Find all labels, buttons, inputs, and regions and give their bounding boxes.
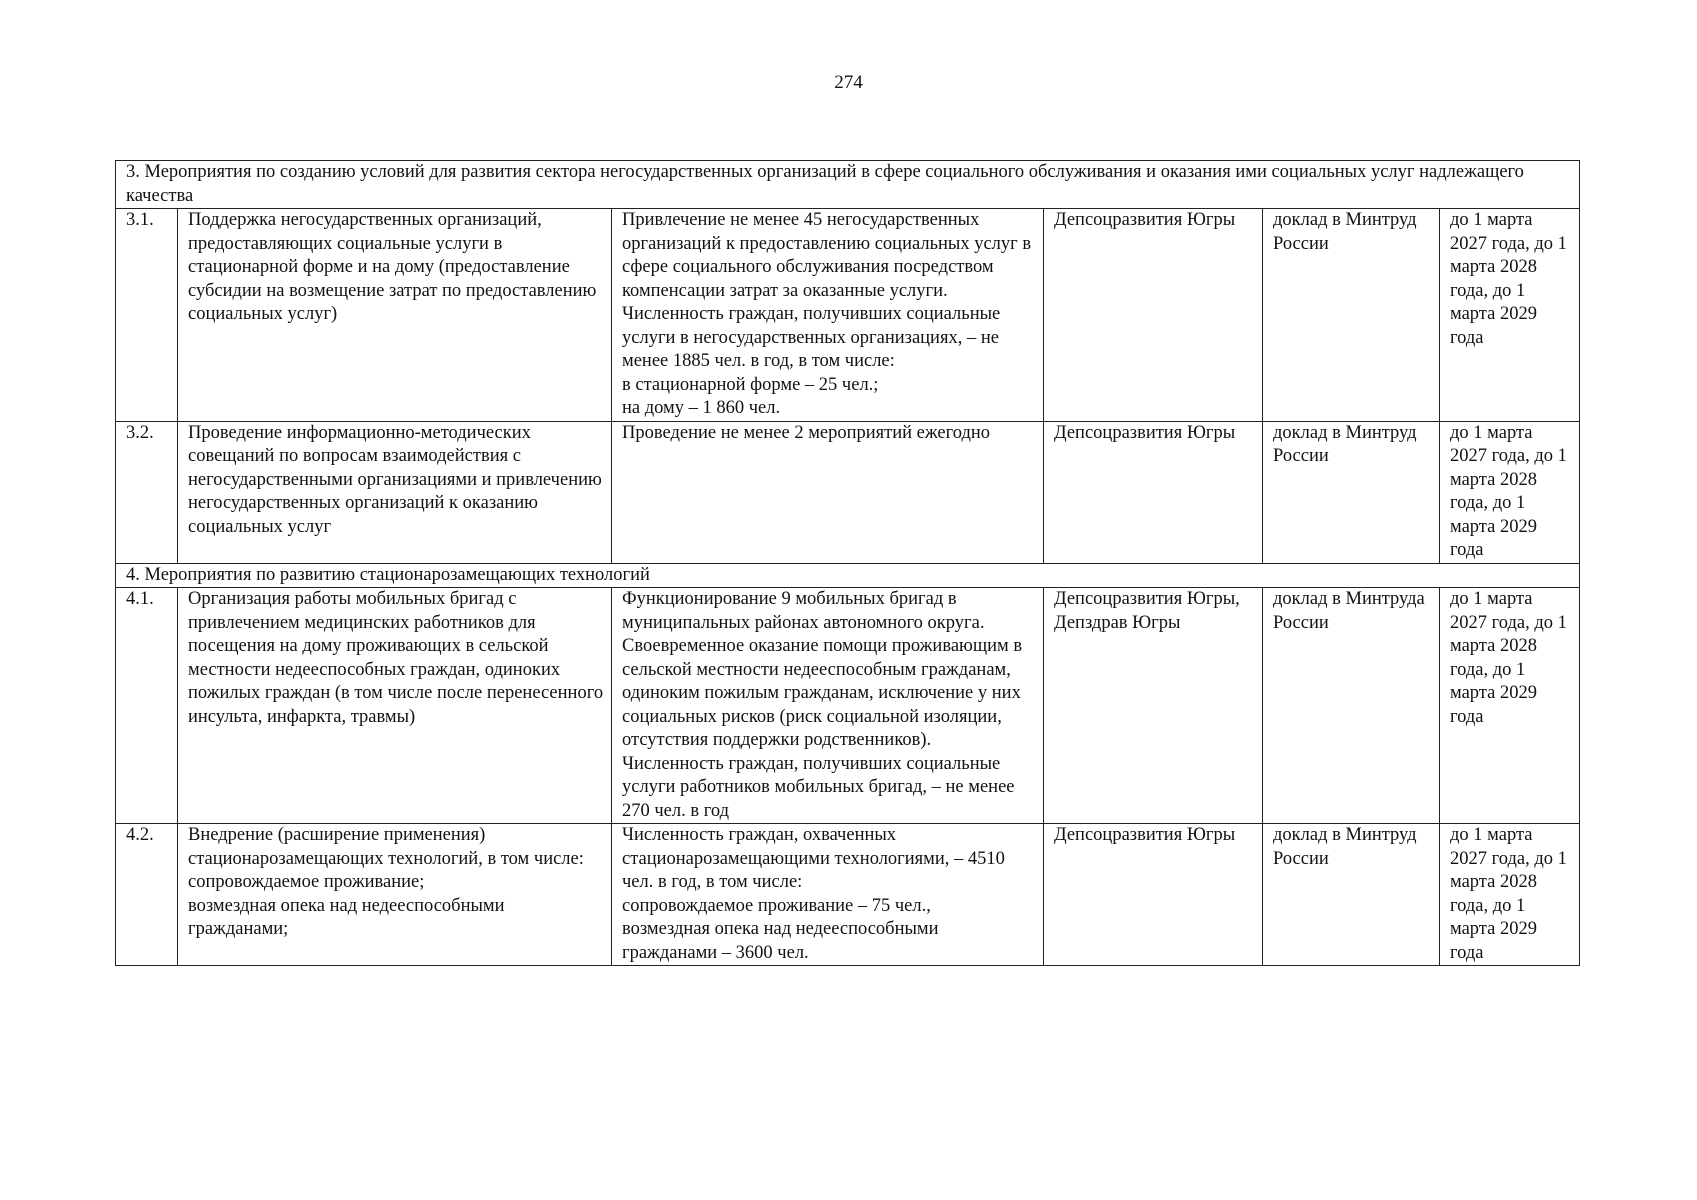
expected-result: Функционирование 9 мобильных бригад в муниципальных районах автономного округа. Своевременное оказание помощи проживающим в сельской местности недееспособным гражданам, одиноким пожилым гражданам, исключение у них социальных рисков (риск социальной изоляции, отсутствия поддержки родственников). Численность граждан, получивших социальные услуги работников мобильных бригад, – не менее 270 чел. в год (612, 588, 1044, 824)
report-document: доклад в Минтруд России (1263, 421, 1440, 563)
section-header-row (116, 161, 1580, 209)
row-number: 4.1. (116, 588, 178, 824)
expected-result: Проведение не менее 2 мероприятий ежегодно (612, 421, 1044, 563)
expected-result: Привлечение не менее 45 негосударственных организаций к предоставлению социальных услуг в сфере социального обслуживания посредством компенсации затрат за оказанные услуги. Численность граждан, получивших социальные услуги в негосударственных организациях, – не менее 1885 чел. в год, в том числе: в стационарной форме – 25 чел.; на дому – 1 860 чел. (612, 209, 1044, 422)
section-title: 3. Мероприятия по созданию условий для развития сектора негосударственных организаций в сфере социального обслуживания и оказания ими социальных услуг надлежащего качества (116, 161, 1580, 209)
table-row (116, 421, 1580, 563)
activity-name: Проведение информационно-методических совещаний по вопросам взаимодействия с негосударственными организациями и привлечению негосударственных организаций к оказанию социальных услуг (178, 421, 612, 563)
table-row (116, 209, 1580, 422)
executor: Депсоцразвития Югры, Депздрав Югры (1044, 588, 1263, 824)
activity-name: Внедрение (расширение применения) стационарозамещающих технологий, в том числе: сопровождаемое проживание; возмездная опека над недееспособными гражданами; (178, 824, 612, 966)
deadline: до 1 марта 2027 года, до 1 марта 2028 года, до 1 марта 2029 года (1440, 209, 1580, 422)
table-row (116, 588, 1580, 824)
deadline: до 1 марта 2027 года, до 1 марта 2028 года, до 1 марта 2029 года (1440, 588, 1580, 824)
activity-name: Поддержка негосударственных организаций, предоставляющих социальные услуги в стационарной форме и на дому (предоставление субсидии на возмещение затрат по предоставлению социальных услуг) (178, 209, 612, 422)
executor: Депсоцразвития Югры (1044, 824, 1263, 966)
activities-table (115, 160, 1580, 966)
deadline: до 1 марта 2027 года, до 1 марта 2028 года, до 1 марта 2029 года (1440, 421, 1580, 563)
row-number: 3.2. (116, 421, 178, 563)
deadline: до 1 марта 2027 года, до 1 марта 2028 года, до 1 марта 2029 года (1440, 824, 1580, 966)
executor: Депсоцразвития Югры (1044, 209, 1263, 422)
section-title: 4. Мероприятия по развитию стационарозамещающих технологий (116, 563, 1580, 588)
row-number: 3.1. (116, 209, 178, 422)
report-document: доклад в Минтруд России (1263, 824, 1440, 966)
report-document: доклад в Минтруд России (1263, 209, 1440, 422)
executor: Депсоцразвития Югры (1044, 421, 1263, 563)
report-document: доклад в Минтруда России (1263, 588, 1440, 824)
expected-result: Численность граждан, охваченных стационарозамещающими технологиями, – 4510 чел. в год, в том числе: сопровождаемое проживание – 75 чел., возмездная опека над недееспособными гражданами – 3600 чел. (612, 824, 1044, 966)
section-header-row (116, 563, 1580, 588)
page-number: 274 (834, 72, 863, 93)
activity-name: Организация работы мобильных бригад с привлечением медицинских работников для посещения на дому проживающих в сельской местности недееспособных граждан, одиноких пожилых граждан (в том числе после перенесенного инсульта, инфаркта, травмы) (178, 588, 612, 824)
row-number: 4.2. (116, 824, 178, 966)
table-row (116, 824, 1580, 966)
